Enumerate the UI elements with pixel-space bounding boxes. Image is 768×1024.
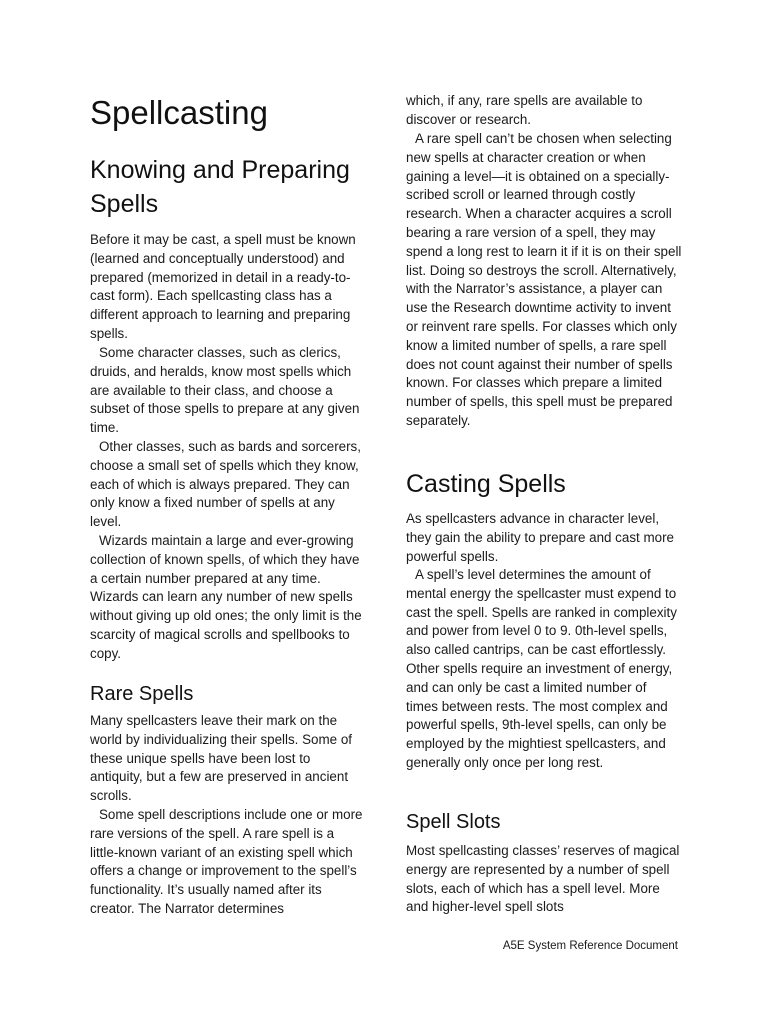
paragraph-known-and-prepared: Before it may be cast, a spell must be known (learned and conceptually understood) and prepared (memorized in detail in a ready-to-cast form). Each spellcasting class has a different approach to learning and preparing spells. — [90, 232, 356, 341]
paragraph-wizards — [90, 532, 366, 664]
paragraph-rare-spell-acquisition-text: A rare spell can’t be chosen when selecting new spells at character creation or when gaining a level—it is obtained on a specially-scribed scroll or learned through costly research. When a character acquires a scroll bearing a rare version of a spell, they may spend a long rest to learn it if it is on their spell list. Doing so destroys the scroll. Alternatively, with the Narrator’s assistance, a player can use the Research downtime activity to invent or reinvent rare spells. For classes which only know a limited number of spells, a rare spell does not count against their number of spells known. For classes which prepare a limited number of spells, this spell must be prepared separately. — [406, 131, 682, 428]
paragraph-bards-sorcerers — [90, 438, 366, 532]
page-footer: A5E System Reference Document — [502, 940, 678, 952]
paragraph-clerics-druids — [90, 344, 366, 438]
section-heading-spell-slots: Spell Slots — [406, 811, 501, 833]
paragraph-rare-versions — [90, 806, 366, 919]
paragraph-individualizing-spells: Many spellcasters leave their mark on the world by individualizing their spells. Some of these unique spells have been lost to antiquity, but a few are preserved in ancient scrolls. — [90, 713, 352, 804]
paragraph-spell-level — [406, 566, 682, 773]
paragraph-advance-level: As spellcasters advance in character level, they gain the ability to prepare and cast more powerful spells. — [406, 511, 674, 564]
section-heading-rare-spells: Rare Spells — [90, 683, 194, 705]
section-heading-knowing-and-preparing: Knowing and Preparing Spells — [90, 156, 350, 218]
paragraph-continued: which, if any, rare spells are available to discover or research. — [406, 93, 643, 127]
paragraph-spell-level-text: A spell’s level determines the amount of mental energy the spellcaster must expend to cast the spell. Spells are ranked in complexity and power from level 0 to 9. 0th-level spells, also called cantrips, can be cast effortlessly. Other spells require an investment of energy, and can only be cast a limited number of times between rests. The most complex and powerful spells, 9th-level spells, can only be employed by the mightiest spellcasters, and generally only once per long rest. — [406, 567, 677, 770]
paragraph-bards-sorcerers-text: Other classes, such as bards and sorcerers, choose a small set of spells which they know, each of which is always prepared. They can only know a fixed number of spells at any level. — [90, 439, 361, 530]
paragraph-wizards-text: Wizards maintain a large and ever-growing collection of known spells, of which they have a certain number prepared at any time. Wizards can learn any number of new spells without giving up old ones; the only limit is the scarcity of magical scrolls and spellbooks to copy. — [90, 533, 362, 661]
paragraph-clerics-druids-text: Some character classes, such as clerics, druids, and heralds, know most spells which are available to their class, and choose a subset of those spells to prepare at any given time. — [90, 345, 360, 436]
section-heading-casting-spells: Casting Spells — [406, 470, 566, 498]
paragraph-rare-versions-text: Some spell descriptions include one or more rare versions of the spell. A rare spell is a little-known variant of an existing spell which offers a change or improvement to the spell’s functionality. It’s usually named after its creator. The Narrator determines — [90, 807, 363, 916]
paragraph-rare-spell-acquisition — [406, 130, 682, 431]
page-title: Spellcasting — [90, 94, 268, 131]
paragraph-spell-slots: Most spellcasting classes’ reserves of magical energy are represented by a number of spell slots, each of which has a spell level. More and higher-level spell slots — [406, 843, 680, 915]
